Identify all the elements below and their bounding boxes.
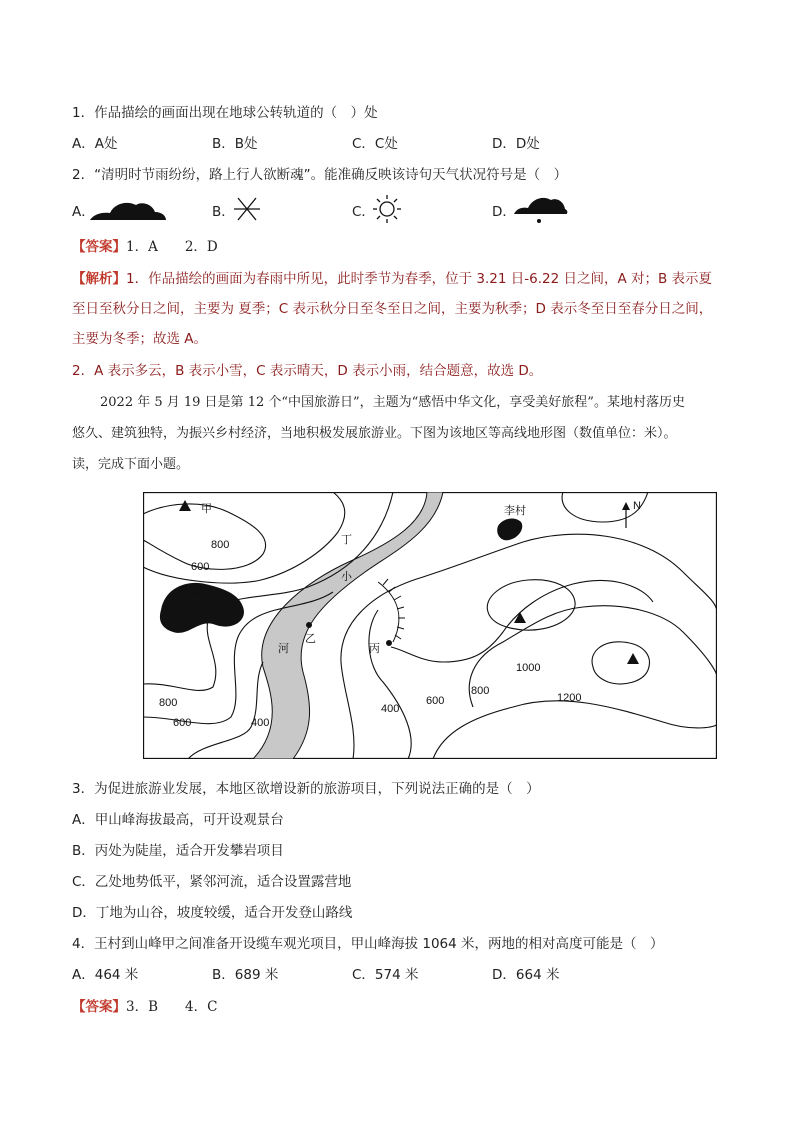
q3-option-d: D．丁地为山谷，坡度较缓，适合开发登山路线 <box>72 905 353 921</box>
contour-label: 400 <box>381 703 400 715</box>
analysis-tag: 【解析】 <box>72 271 126 287</box>
label-li-village: 李村 <box>504 505 526 517</box>
analysis-line-2: 至日至秋分日之间，主要为 夏季；C 表示秋分日至冬至日之间，主要为秋季；D 表示冬至日至春分日之间， <box>72 301 713 317</box>
q4-stem: 4．王村到山峰甲之间准备开设缆车观光项目，甲山峰海拔 1064 米，两地的相对高度可能是（ ） <box>72 936 664 952</box>
light-rain-weather-icon <box>512 192 568 226</box>
label-bing: 丙 <box>369 643 380 655</box>
label-wang-village: 王村 <box>179 587 201 599</box>
analysis-line-4: 2．A 表示多云，B 表示小雪，C 表示晴天，D 表示小雨，结合题意，故选 D。 <box>72 363 543 379</box>
analysis-line-1 <box>72 270 712 288</box>
q1-option-a: A．A处 <box>72 136 118 152</box>
q2-option-d: D． <box>492 204 516 220</box>
q3-option-a: A．甲山峰海拔最高，可开设观景台 <box>72 812 284 828</box>
answer-3-4 <box>72 998 217 1016</box>
contour-label: 400 <box>251 717 270 729</box>
label-river-1: 小 <box>341 571 352 583</box>
contour-label: 1200 <box>557 692 582 704</box>
contour-label: 600 <box>191 561 210 573</box>
q2-option-c: C． <box>352 204 375 220</box>
contour-label: 800 <box>471 685 490 697</box>
point-bing <box>386 640 392 646</box>
contour-label: 600 <box>173 717 192 729</box>
q1-option-c: C．C处 <box>352 136 398 152</box>
label-ding: 丁 <box>341 534 352 546</box>
q4-option-a: A．464 米 <box>72 967 139 983</box>
contour-label: 800 <box>211 539 230 551</box>
passage-line-1: 2022 年 5 月 19 日是第 12 个“中国旅游日”，主题为“感悟中华文化，享受美好旅程”。某地村落历史 <box>100 395 685 410</box>
sunny-weather-icon <box>372 194 402 224</box>
q1-stem: 1．作品描绘的画面出现在地球公转轨道的（ ）处 <box>72 105 378 121</box>
point-yi <box>306 622 312 628</box>
contour-map <box>143 492 717 759</box>
q1-option-b: B．B处 <box>212 136 258 152</box>
q4-option-d: D．664 米 <box>492 967 560 983</box>
q2-option-b: B． <box>212 204 235 220</box>
answer-text: 1．A 2．D <box>126 239 218 255</box>
label-yi: 乙 <box>305 633 316 645</box>
q1-option-d: D．D处 <box>492 136 540 152</box>
analysis-line-3: 主要为冬季；故选 A。 <box>72 331 208 347</box>
q4-option-b: B．689 米 <box>212 967 279 983</box>
passage-line-2: 悠久、建筑独特，为振兴乡村经济，当地积极发展旅游业。下图为该地区等高线地形图（数值单位：米）。 <box>72 426 677 441</box>
answer-1-2 <box>72 238 218 256</box>
q3-stem: 3．为促进旅游业发展，本地区欲增设新的旅游项目，下列说法正确的是（ ） <box>72 781 540 797</box>
answer-text: 3．B 4．C <box>126 999 218 1015</box>
label-jia: 甲 <box>201 503 212 515</box>
answer-tag: 【答案】 <box>72 999 126 1015</box>
label-river-2: 河 <box>278 643 289 655</box>
passage-line-3: 读，完成下面小题。 <box>72 457 190 472</box>
analysis-text-1: 1．作品描绘的画面为春雨中所见，此时季节为春季，位于 3.21 日-6.22 日之间，A 对；B 表示夏 <box>126 271 713 287</box>
light-snow-weather-icon <box>232 194 262 224</box>
q2-option-a: A． <box>72 204 95 220</box>
q2-stem: 2．“清明时节雨纷纷，路上行人欲断魂”。能准确反映该诗句天气状况符号是（ ） <box>72 167 568 183</box>
answer-tag: 【答案】 <box>72 239 126 255</box>
contour-label: 600 <box>426 695 445 707</box>
label-north: N <box>633 500 641 512</box>
q3-option-c: C．乙处地势低平，紧邻河流，适合设置露营地 <box>72 874 352 890</box>
cloudy-weather-icon <box>88 196 168 224</box>
q4-option-c: C．574 米 <box>352 967 419 983</box>
contour-label: 800 <box>159 697 178 709</box>
q3-option-b: B．丙处为陡崖，适合开发攀岩项目 <box>72 843 284 859</box>
contour-label: 1000 <box>516 662 541 674</box>
